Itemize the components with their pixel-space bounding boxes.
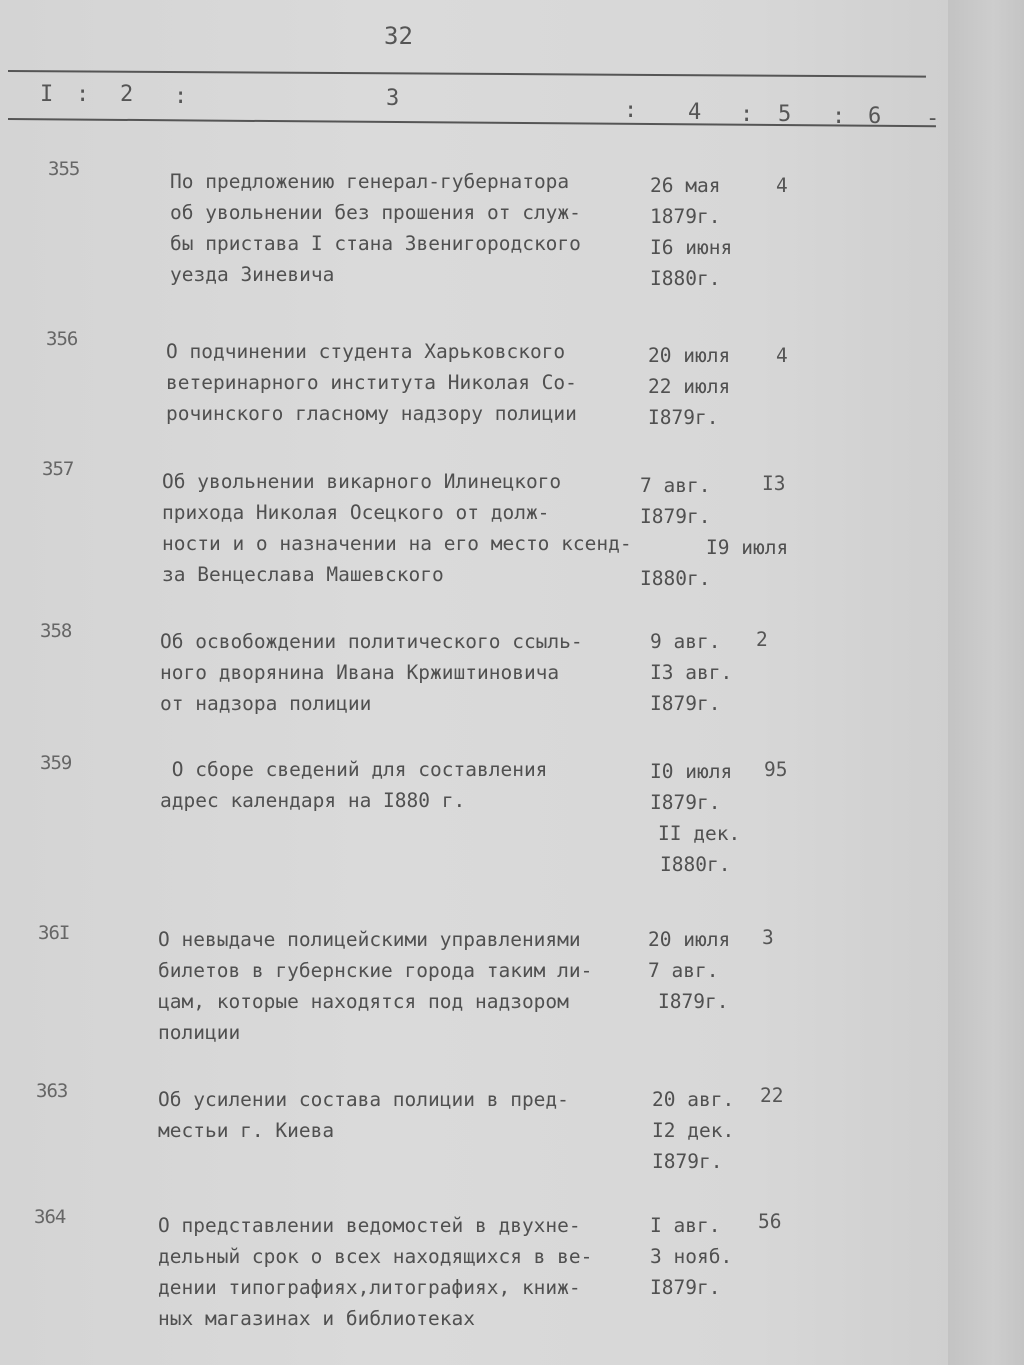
entry-sheet-count: 2 <box>756 628 768 651</box>
column-separator: : <box>832 104 846 129</box>
entry-date-line: I880г. <box>660 853 731 876</box>
entry-date-line: 9 авг. <box>650 630 721 653</box>
column-header-1: I <box>40 82 54 107</box>
entry-title-line: цам, которые находятся под надзором <box>158 990 569 1013</box>
entry-date-line: 26 мая <box>650 174 721 197</box>
entry-sheet-count: 4 <box>776 344 788 367</box>
column-header-2: 2 <box>120 82 134 107</box>
entry-title-line: О подчинении студента Харьковского <box>166 340 566 363</box>
page-number: 32 <box>384 22 413 50</box>
entry-date-line: 1879г. <box>650 205 721 228</box>
entry-number: 363 <box>36 1080 68 1102</box>
column-separator: : <box>174 84 188 109</box>
entry-number: 364 <box>34 1206 66 1228</box>
entry-date-line: 7 авг. <box>648 959 719 982</box>
entry-title <box>158 1084 638 1146</box>
entry-date-line: 3 нояб. <box>650 1245 733 1268</box>
entry-title-line: полиции <box>158 1021 241 1044</box>
column-separator: : <box>740 102 754 127</box>
entry-date-line: I880г. <box>650 267 721 290</box>
entry-title-line: О представлении ведомостей в двухне- <box>158 1214 581 1237</box>
entry-dates <box>650 756 740 880</box>
entry-title-line: Об освобождении политического ссыль- <box>160 630 583 653</box>
entry-sheet-count: 4 <box>776 174 788 197</box>
entry-title-line: за Венцеслава Машевского <box>162 563 444 586</box>
entry-date-line: I3 авг. <box>650 661 733 684</box>
column-header-4: 4 <box>688 100 702 125</box>
entry-dates <box>652 1084 734 1177</box>
entry-date-line: I авг. <box>650 1214 721 1237</box>
entry-title-line: дельный срок о всех находящихся в ве- <box>158 1245 593 1268</box>
entry-date-line: II дек. <box>658 822 741 845</box>
column-separator: : <box>76 82 90 107</box>
entry-title-line: ных магазинах и библиотеках <box>158 1307 475 1330</box>
entry-dates <box>650 626 732 719</box>
header-bottom-rule <box>8 118 936 127</box>
entry-title-line: Об усилении состава полиции в пред- <box>158 1088 569 1111</box>
entry-date-line: I879г. <box>650 791 721 814</box>
entry-date-line: I879г. <box>640 505 711 528</box>
entry-number: 356 <box>46 328 78 350</box>
column-separator: : <box>624 98 638 123</box>
entry-sheet-count: 95 <box>764 758 788 781</box>
entry-sheet-count: 3 <box>762 926 774 949</box>
entry-number: 359 <box>40 752 72 774</box>
entry-title-line: об увольнении без прошения от служ- <box>170 201 581 224</box>
entry-title <box>170 166 650 290</box>
entry-title-line: Об увольнении викарного Илинецкого <box>162 470 562 493</box>
column-header-3: 3 <box>386 86 400 111</box>
column-header-6: 6 <box>868 104 882 129</box>
entry-title-line: дении типографиях,литографиях, книж- <box>158 1276 581 1299</box>
entry-title-line: местьи г. Киева <box>158 1119 335 1142</box>
entry-dates <box>648 340 730 433</box>
entry-sheet-count: I3 <box>762 472 786 495</box>
entry-title-line: от надзора полиции <box>160 692 372 715</box>
entry-sheet-count: 22 <box>760 1084 784 1107</box>
underlying-page-edge <box>948 0 1024 1365</box>
entry-dates <box>648 924 730 1017</box>
entry-title <box>166 336 646 429</box>
entry-date-line: 20 авг. <box>652 1088 735 1111</box>
entry-date-line: 20 июля <box>648 928 731 951</box>
entry-title-line: бы пристава I стана Звенигородского <box>170 232 581 255</box>
entry-date-line: I2 дек. <box>652 1119 735 1142</box>
entry-sheet-count: 56 <box>758 1210 782 1233</box>
entry-title <box>160 754 640 816</box>
column-end-mark: - <box>926 106 940 131</box>
entry-title-line: адрес календаря на I880 г. <box>160 789 466 812</box>
entry-title-line: О сборе сведений для составления <box>160 758 548 781</box>
entry-date-line: 7 авг. <box>640 474 711 497</box>
entry-number: 357 <box>42 458 74 480</box>
entry-date-line: I879г. <box>650 692 721 715</box>
entry-date-line: I879г. <box>652 1150 723 1173</box>
entry-date-line: I6 июня <box>650 236 733 259</box>
entry-number: 36I <box>38 922 70 944</box>
entry-date-line: 22 июля <box>648 375 731 398</box>
entry-date-line: I879г. <box>658 990 729 1013</box>
entry-title <box>158 924 638 1048</box>
entry-date-line: I879г. <box>650 1276 721 1299</box>
entry-title-line: билетов в губернские города таким ли- <box>158 959 593 982</box>
entry-title <box>162 466 642 590</box>
entry-dates <box>650 170 732 294</box>
entry-date-line: I9 июля <box>706 536 789 559</box>
entry-title-line: О невыдаче полицейскими управлениями <box>158 928 581 951</box>
entry-title-line: По предложению генерал-губернатора <box>170 170 570 193</box>
entry-title <box>158 1210 638 1334</box>
entry-date-line: 20 июля <box>648 344 731 367</box>
header-top-rule <box>8 70 926 78</box>
entry-title <box>160 626 640 719</box>
entry-dates <box>650 1210 732 1303</box>
column-header-5: 5 <box>778 102 792 127</box>
entry-title-line: уезда Зиневича <box>170 263 335 286</box>
entry-title-line: ветеринарного института Николая Со- <box>166 371 577 394</box>
entry-title-line: ности и о назначении на его место ксенд- <box>162 532 632 555</box>
entry-date-line: I880г. <box>640 567 711 590</box>
entry-title-line: прихода Николая Осецкого от долж- <box>162 501 550 524</box>
entry-date-line: I879г. <box>648 406 719 429</box>
entry-title-line: рочинского гласному надзору полиции <box>166 402 577 425</box>
entry-number: 358 <box>40 620 72 642</box>
entry-date-line: I0 июля <box>650 760 733 783</box>
entry-title-line: ного дворянина Ивана Кржиштиновича <box>160 661 560 684</box>
entry-number: 355 <box>48 158 80 180</box>
